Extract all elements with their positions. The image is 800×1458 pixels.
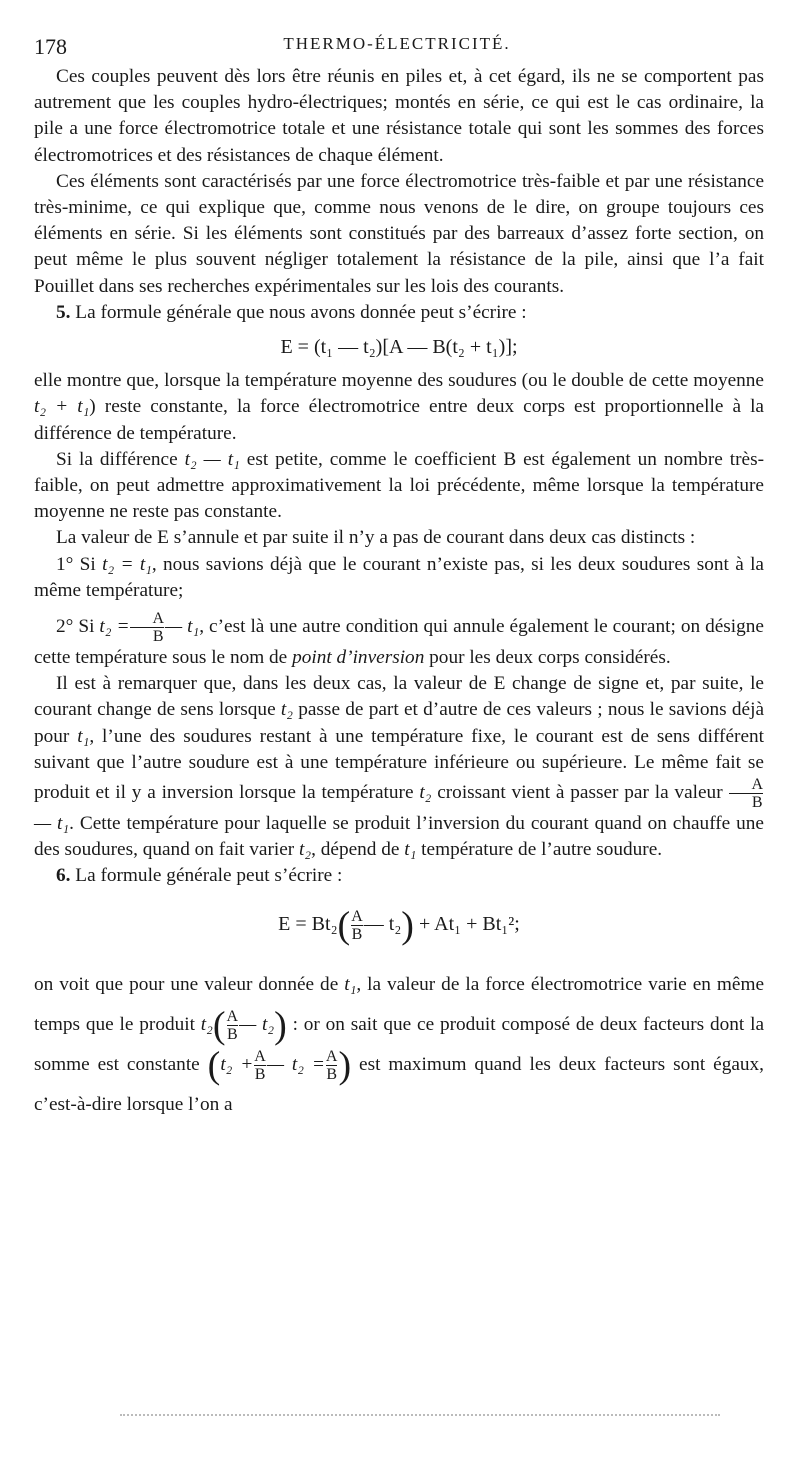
- case-1: [34, 552, 764, 604]
- math-inline: — t₁: [34, 813, 70, 835]
- math-inline: t₂ =: [99, 615, 130, 637]
- fraction-a-over-b: [254, 1048, 266, 1083]
- section-text: La formule générale que nous avons donnée peut s’écrire :: [75, 301, 527, 323]
- fraction-denominator: B: [254, 1065, 266, 1083]
- fraction-numerator: A: [226, 1007, 239, 1025]
- section-number: 5.: [56, 301, 71, 323]
- math-inline: — t₂ =: [266, 1053, 325, 1075]
- text-run: pour les deux corps considérés.: [424, 647, 671, 669]
- left-paren: (: [207, 1044, 221, 1087]
- text-run: , nous savions déjà que le courant n’existe pas, si les deux soudures sont à la même température;: [34, 553, 764, 601]
- case-2: [34, 610, 764, 671]
- section-5-intro: [34, 300, 764, 326]
- text-run: température de l’autre soudure.: [416, 839, 663, 861]
- left-paren: (: [337, 904, 351, 947]
- text-run: est petite, comme le coefficient B est également un nombre très-faible, on peut admettre approximativement la loi précédente, même lorsque la température moyenne ne reste pas constante.: [34, 448, 765, 523]
- section-number: 6.: [56, 865, 71, 887]
- paragraph-2: Ces éléments sont caractérisés par une force électromotrice très-faible et par une résistance très-minime, ce qui explique que, comme nous venons de le dire, on groupe toujours ces éléments en série. Si les éléments sont constitués par des barreaux d’assez forte section, on peut même le plus souvent négliger totalement la résistance de la pile, ainsi que l’a fait Pouillet dans ses recherches expérimentales sur les lois des courants.: [34, 170, 764, 297]
- fraction-a-over-b: [351, 908, 363, 943]
- math-inline: t₂: [419, 782, 432, 803]
- text-run: croissant vient à passer par la valeur: [431, 782, 729, 803]
- fraction-numerator: A: [152, 610, 165, 628]
- left-paren: (: [212, 1004, 226, 1047]
- text-run: elle montre que, lorsque la température moyenne des soudures (ou le double de cette moyenne: [34, 370, 764, 392]
- fraction-a-over-b: [729, 776, 763, 811]
- math-run: — t₂: [363, 912, 402, 935]
- paragraph-7: [34, 965, 764, 1125]
- text-run: ) reste constante, la force électromotrice entre deux corps est proportionnelle à la différence de température.: [34, 396, 764, 444]
- text-run: on voit que pour une valeur donnée de: [34, 973, 345, 995]
- section-text: La formule générale peut s’écrire :: [75, 865, 343, 887]
- page-header: [34, 30, 760, 60]
- text-run: 1° Si: [56, 553, 103, 575]
- math-inline: t₂ +: [220, 1053, 254, 1075]
- math-inline: t₂: [200, 1013, 213, 1035]
- text-run: , la valeur de la force électromotrice varie en même temps que le produit: [34, 973, 764, 1035]
- math-inline: t₂ — t₁: [184, 448, 240, 470]
- bleed-through-line: [120, 1414, 720, 1420]
- math-inline: t₁: [344, 973, 357, 995]
- fraction-denominator: B: [326, 1065, 337, 1083]
- math-run: + At₁ + Bt₁²;: [418, 912, 520, 935]
- paragraph-6: [34, 671, 764, 863]
- equation-2: [34, 904, 764, 947]
- fraction-a-over-b: [227, 1008, 239, 1043]
- text-run: est maximum quand les deux facteurs sont égaux, c’est-à-dire lorsque l’on a: [34, 1053, 764, 1115]
- math-inline: t₂ = t₁: [102, 553, 152, 575]
- math-inline: t₂: [299, 839, 312, 861]
- fraction-numerator: A: [325, 1047, 338, 1065]
- right-paren: ): [274, 1004, 287, 1047]
- math-inline: t₂ + t₁: [34, 396, 90, 418]
- fraction-a-over-b: [130, 610, 164, 645]
- fraction-numerator: A: [254, 1047, 266, 1065]
- page-body: [34, 64, 764, 1125]
- running-title: THERMO-ÉLECTRICITÉ.: [283, 34, 511, 53]
- equation-1: E = (t₁ — t₂)[A — B(t₂ + t₁)];: [280, 336, 518, 359]
- text-run: . Cette température pour laquelle se produit l’inversion du courant quand on chauffe une des soudures, quand on fait varier: [34, 813, 764, 861]
- text-run: Il est à remarquer que, dans les deux cas, la valeur de E change de signe et, par suite, le courant change de sens lorsque: [34, 673, 764, 721]
- math-inline: t₁: [77, 725, 90, 747]
- italic-term: point d’inversion: [292, 647, 425, 669]
- section-6-intro: [34, 863, 764, 889]
- text-run: , c’est là une autre condition qui annule également le courant; on désigne cette température sous le nom de: [34, 615, 764, 669]
- text-run: : or on sait que ce produit composé de deux facteurs dont la somme est constante: [34, 1013, 764, 1075]
- paragraph-4: [34, 447, 764, 526]
- text-run: , l’une des soudures restant à une température fixe, le courant est de sens différent suivant que l’autre soudure est à une température inférieure ou supérieure. Le même fait se produit et il y a inversion lorsque la température: [34, 725, 765, 803]
- page-number: 178: [34, 34, 67, 59]
- paragraph-5: La valeur de E s’annule et par suite il n’y a pas de courant dans deux cas distincts :: [56, 527, 696, 549]
- text-run: Si la différence: [56, 448, 185, 470]
- fraction-denominator: B: [130, 627, 164, 645]
- paragraph-1: Ces couples peuvent dès lors être réunis en piles et, à cet égard, ils ne se comportent pas autrement que les couples hydro-électriques; montés en série, ce qui est le cas ordinaire, la pile a une force électromotrice totale et une résistance totale qui sont les sommes des forces électromotrices et des résistances de chaque élément.: [34, 66, 764, 166]
- math-inline: t₂: [280, 699, 293, 721]
- math-inline: — t₁: [165, 615, 200, 637]
- text-run: 2° Si: [56, 615, 100, 637]
- right-paren: ): [401, 904, 414, 947]
- math-inline: — t₂: [239, 1013, 275, 1035]
- text-run: passe de part et d’autre de ces valeurs ; nous le savions déjà pour: [34, 699, 764, 747]
- fraction-denominator: B: [351, 925, 363, 943]
- right-paren: ): [338, 1044, 352, 1087]
- math-inline: t₁: [404, 839, 417, 861]
- paragraph-3: [34, 368, 764, 447]
- text-run: , dépend de: [311, 839, 405, 861]
- fraction-denominator: B: [729, 793, 763, 811]
- math-run: E = Bt₂: [278, 912, 338, 935]
- fraction-denominator: B: [226, 1025, 238, 1043]
- fraction-numerator: A: [751, 776, 763, 794]
- fraction-numerator: A: [351, 907, 363, 925]
- fraction-a-over-b: [326, 1048, 338, 1083]
